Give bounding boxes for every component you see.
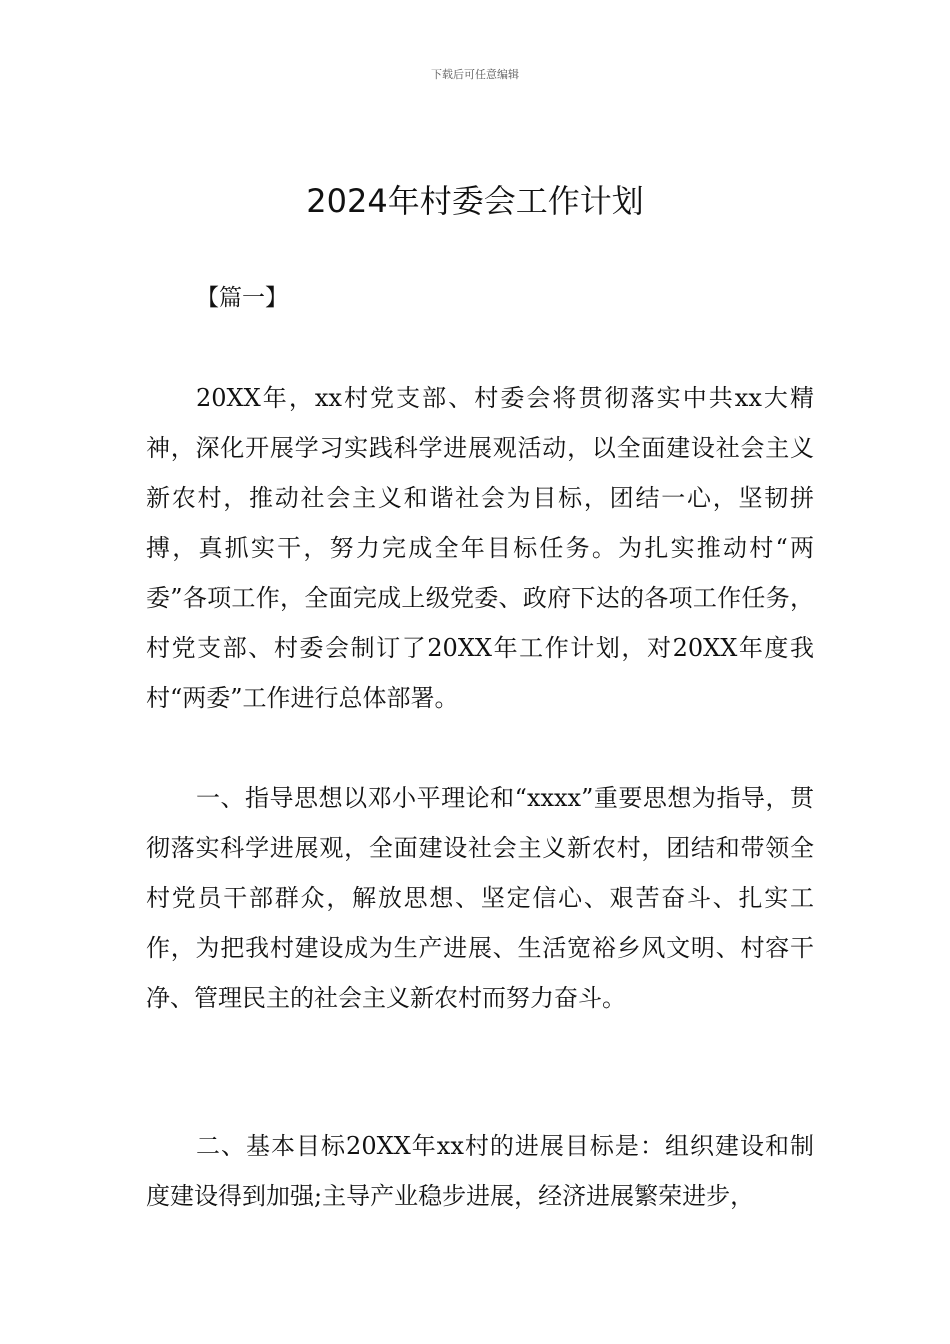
paragraph-basic-goals: 二、基本目标20XX年xx村的进展目标是：组织建设和制度建设得到加强;主导产业稳步进展，经济进展繁荣进步， bbox=[146, 1132, 814, 1210]
document-title: 2024年村委会工作计划 bbox=[306, 182, 644, 220]
section-label: 【篇一】 bbox=[196, 285, 288, 311]
paragraph-intro: 20XX年，xx村党支部、村委会将贯彻落实中共xx大精神，深化开展学习实践科学进展观活动，以全面建设社会主义新农村，推动社会主义和谐社会为目标，团结一心，坚韧拼搏，真抓实干，努力完成全年目标任务。为扎实推动村“两委”各项工作，全面完成上级党委、政府下达的各项工作任务，村党支部、村委会制订了20XX年工作计划，对20XX年度我村“两委”工作进行总体部署。 bbox=[146, 384, 814, 712]
header-note: 下载后可任意编辑 bbox=[431, 68, 519, 81]
paragraph-guiding-thought: 一、指导思想以邓小平理论和“xxxx”重要思想为指导，贯彻落实科学进展观，全面建设社会主义新农村，团结和带领全村党员干部群众，解放思想、坚定信心、艰苦奋斗、扎实工作，为把我村建设成为生产进展、生活宽裕乡风文明、村容干净、管理民主的社会主义新农村而努力奋斗。 bbox=[146, 784, 814, 1012]
